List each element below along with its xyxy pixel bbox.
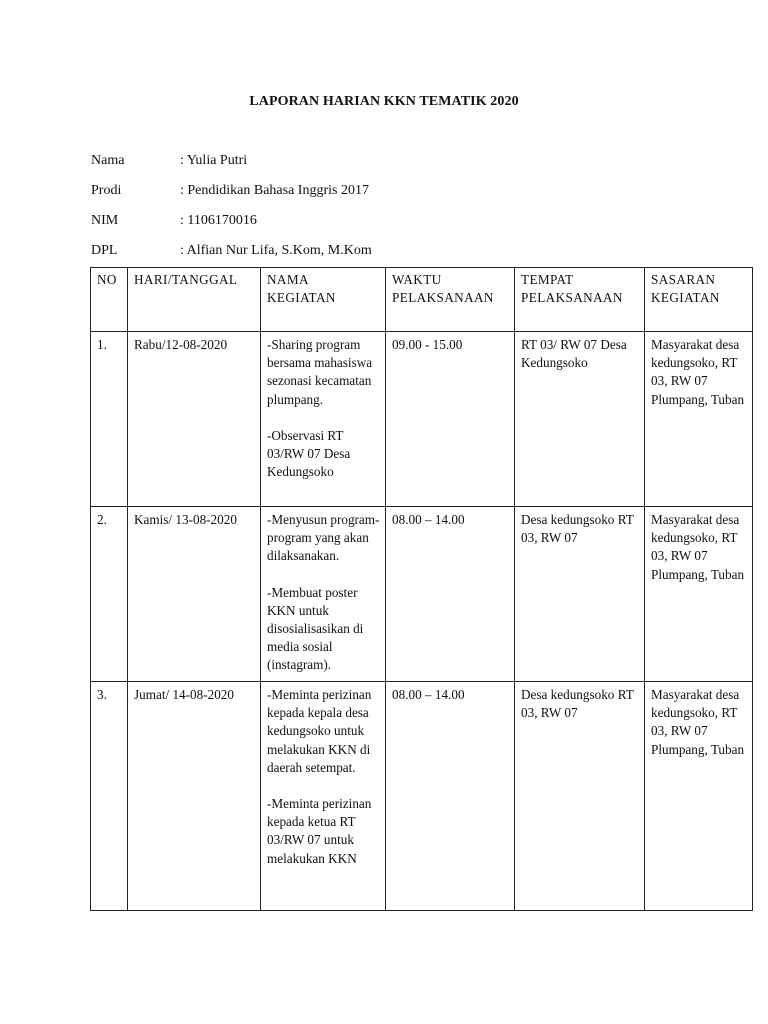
activity-table bbox=[90, 267, 753, 911]
header-no: NO bbox=[91, 268, 128, 332]
cell-tanggal: Rabu/12-08-2020 bbox=[128, 332, 261, 507]
cell-sasaran: Masyarakat desa kedungsoko, RT 03, RW 07 Plumpang, Tuban bbox=[645, 507, 753, 682]
cell-sasaran: Masyarakat desa kedungsoko, RT 03, RW 07 Plumpang, Tuban bbox=[645, 332, 753, 507]
cell-kegiatan bbox=[261, 332, 386, 507]
info-nama-label: Nama bbox=[91, 153, 125, 168]
cell-waktu: 08.00 – 14.00 bbox=[386, 507, 515, 682]
cell-waktu: 09.00 - 15.00 bbox=[386, 332, 515, 507]
cell-no: 3. bbox=[91, 682, 128, 911]
kegiatan-item: -Meminta perizinan kepada kepala desa kedungsoko untuk melakukan KKN di daerah setempat. bbox=[267, 687, 372, 775]
info-dpl-label: DPL bbox=[91, 243, 118, 258]
table-row bbox=[91, 507, 753, 682]
info-dpl-value: : Alfian Nur Lifa, S.Kom, M.Kom bbox=[180, 243, 372, 258]
header-waktu-pelaksanaan: WAKTU PELAKSANAAN bbox=[386, 268, 515, 332]
cell-tanggal: Jumat/ 14-08-2020 bbox=[128, 682, 261, 911]
info-prodi-value: : Pendidikan Bahasa Inggris 2017 bbox=[180, 183, 369, 198]
table-header-row bbox=[91, 268, 753, 332]
cell-tempat: Desa kedungsoko RT 03, RW 07 bbox=[515, 682, 645, 911]
cell-no: 1. bbox=[91, 332, 128, 507]
info-prodi-label: Prodi bbox=[91, 183, 122, 198]
info-nim-value: : 1106170016 bbox=[180, 213, 257, 228]
info-nama-value: : Yulia Putri bbox=[180, 153, 248, 168]
header-hari-tanggal: HARI/TANGGAL bbox=[128, 268, 261, 332]
cell-tanggal: Kamis/ 13-08-2020 bbox=[128, 507, 261, 682]
cell-kegiatan bbox=[261, 507, 386, 682]
cell-no: 2. bbox=[91, 507, 128, 682]
cell-sasaran: Masyarakat desa kedungsoko, RT 03, RW 07 Plumpang, Tuban bbox=[645, 682, 753, 911]
cell-tempat: RT 03/ RW 07 Desa Kedungsoko bbox=[515, 332, 645, 507]
cell-kegiatan bbox=[261, 682, 386, 911]
table-row bbox=[91, 332, 753, 507]
header-sasaran-kegiatan: SASARAN KEGIATAN bbox=[645, 268, 753, 332]
table-row bbox=[91, 682, 753, 911]
kegiatan-item: -Sharing program bersama mahasiswa sezonasi kecamatan plumpang. bbox=[267, 337, 373, 407]
cell-tempat: Desa kedungsoko RT 03, RW 07 bbox=[515, 507, 645, 682]
header-nama-kegiatan: NAMA KEGIATAN bbox=[261, 268, 386, 332]
header-tempat-pelaksanaan: TEMPAT PELAKSANAAN bbox=[515, 268, 645, 332]
kegiatan-item: -Observasi RT 03/RW 07 Desa Kedungsoko bbox=[267, 427, 351, 480]
kegiatan-item: -Membuat poster KKN untuk disosialisasikan di media sosial (instagram). bbox=[267, 584, 364, 673]
kegiatan-item: -Menyusun program-program yang akan dilaksanakan. bbox=[267, 512, 380, 564]
document-title: LAPORAN HARIAN KKN TEMATIK 2020 bbox=[249, 94, 519, 109]
kegiatan-item: -Meminta perizinan kepada ketua RT 03/RW 07 untuk melakukan KKN bbox=[267, 796, 372, 866]
info-nim-label: NIM bbox=[91, 213, 119, 228]
cell-waktu: 08.00 – 14.00 bbox=[386, 682, 515, 911]
